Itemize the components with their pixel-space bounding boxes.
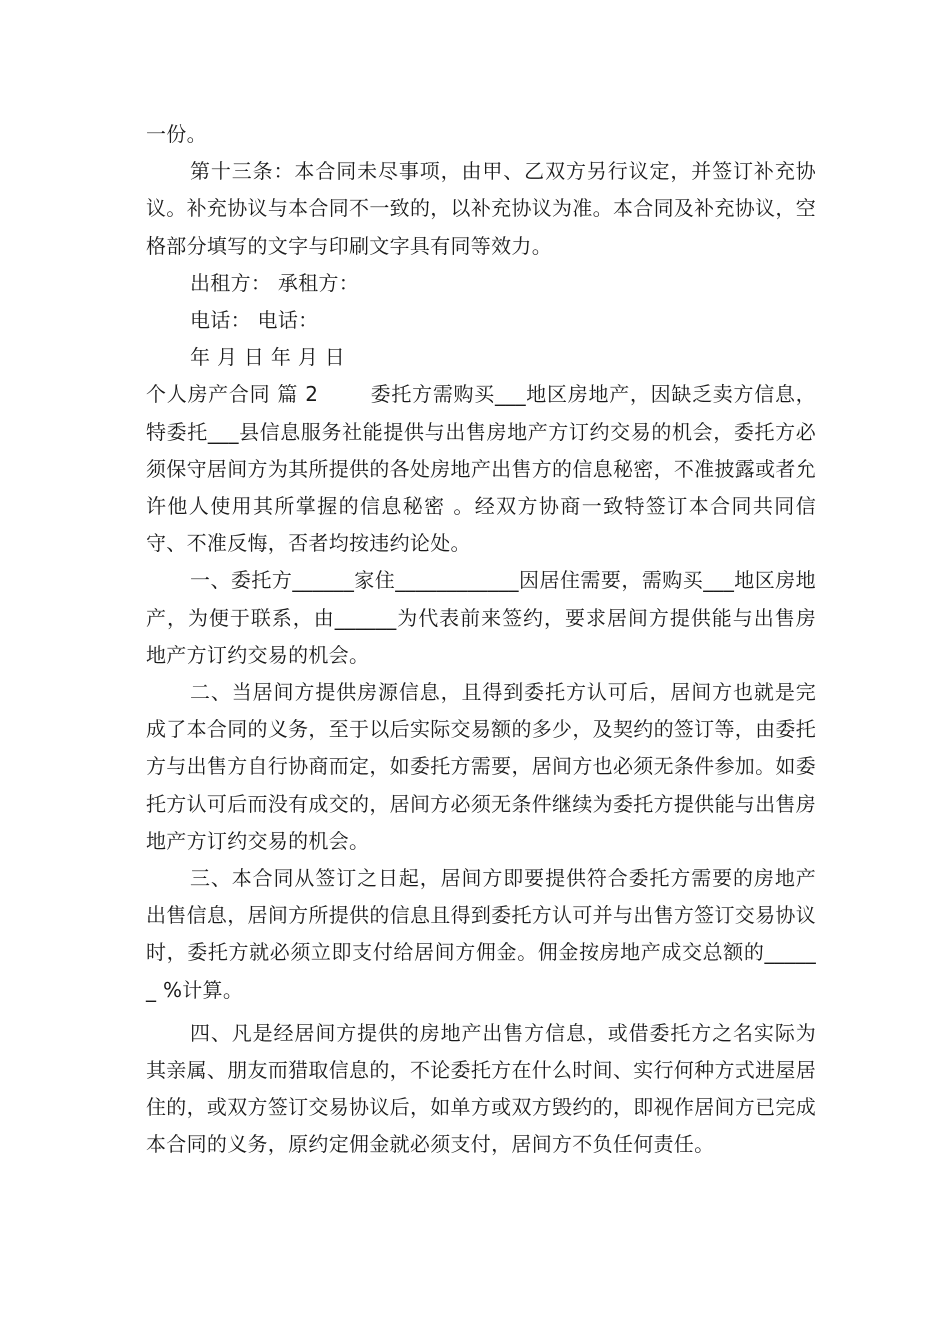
clause-4: 四、凡是经居间方提供的房地产出售方信息，或借委托方之名实际为其亲属、朋友而猎取信息的，不论委托方在什么时间、实行何种方式进屋居住的，或双方签订交易协议后，如单方或双方毁约的，即视作居间方已完成本合同的义务，原约定佣金就必须支付，居间方不负任何责任。 [146, 1020, 816, 1157]
document-body [146, 116, 816, 1164]
paragraph-signature-parties: 出租方： 承租方： [190, 270, 360, 295]
clause-3: 三、本合同从签订之日起，居间方即要提供符合委托方需要的房地产出售信息，居间方所提供的信息且得到委托方认可并与出售方签订交易协议时，委托方就必须立即支付给居间方佣金。佣金按房地产成交总额的______ %计算。 [146, 866, 816, 1002]
paragraph-signature-phones: 电话： 电话： [190, 308, 319, 333]
paragraph-signature-dates: 年 月 日 年 月 日 [190, 345, 346, 370]
clause-2: 二、当居间方提供房源信息，且得到委托方认可后，居间方也就是完成了本合同的义务，至于以后实际交易额的多少，及契约的签订等，由委托方与出售方自行协商而定，如委托方需要，居间方也必须无条件参加。如委托方认可后而没有成交的，居间方必须无条件继续为委托方提供能与出售房地产方订约交易的机会。 [146, 680, 816, 853]
section-intro-paragraph [146, 376, 816, 562]
section-intro-text: 委托方需购买___地区房地产，因缺乏卖方信息，特委托___县信息服务社能提供与出售房地产方订约交易的机会，委托方必须保守居间方为其所提供的各处房地产出售方的信息秘密，不准披露或者允许他人使用其所掌握的信息秘密 。经双方协商一致特签订本合同共同信守、不准反悔，否者均按违约论处。 [146, 382, 816, 556]
paragraph-article-13: 第十三条：本合同未尽事项，由甲、乙双方另行议定，并签订补充协议。补充协议与本合同不一致的，以补充协议为准。本合同及补充协议，空格部分填写的文字与印刷文字具有同等效力。 [146, 159, 816, 258]
paragraph-continuation: 一份。 [146, 122, 207, 146]
clause-1: 一、委托方______家住____________因居住需要，需购买___地区房地产，为便于联系，由______为代表前来签约，要求居间方提供能与出售房地产方订约交易的机会。 [146, 568, 816, 667]
section-heading: 个人房产合同 篇 2 [146, 382, 319, 407]
